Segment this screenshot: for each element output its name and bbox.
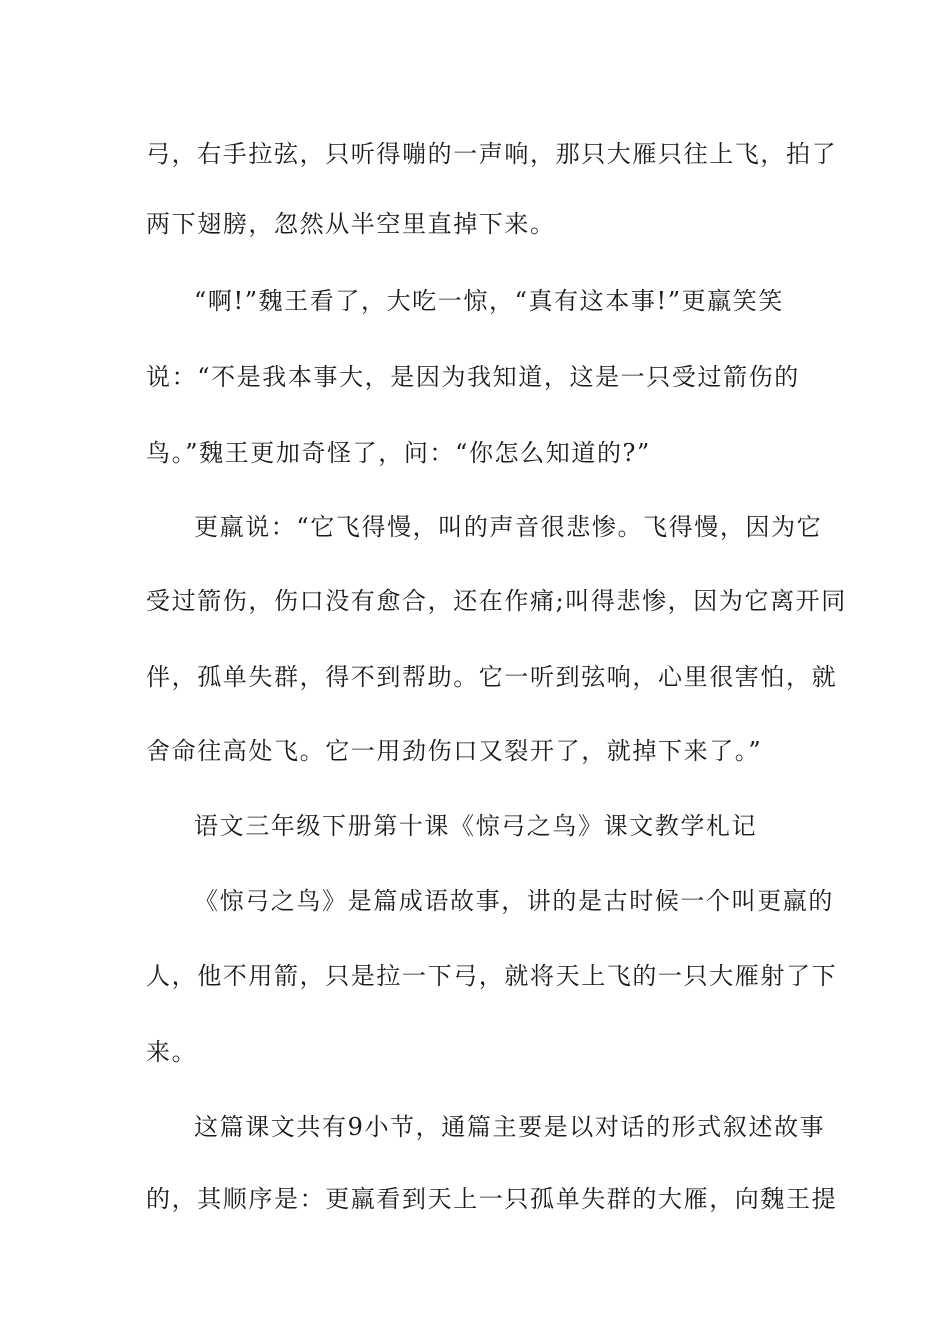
text-line: “啊!”魏王看了，大吃一惊，“真有这本事!”更羸笑笑	[194, 287, 784, 315]
text-line: 的，其顺序是：更羸看到天上一只孤单失群的大雁，向魏王提	[146, 1185, 838, 1213]
text-line: 舍命往高处飞。它一用劲伤口又裂开了，就掉下来了。”	[146, 737, 763, 765]
text-line: 这篇课文共有9小节，通篇主要是以对话的形式叙述故事	[194, 1113, 826, 1141]
text-line: 《惊弓之鸟》是篇成语故事，讲的是古时候一个叫更羸的	[194, 887, 834, 915]
section-heading: 语文三年级下册第十课《惊弓之鸟》课文教学札记	[194, 812, 758, 840]
text-line: 受过箭伤，伤口没有愈合，还在作痛;叫得悲惨，因为它离开同	[146, 587, 847, 615]
text-line: 来。	[146, 1038, 198, 1066]
text-line: 说：“不是我本事大，是因为我知道，这是一只受过箭伤的	[146, 363, 800, 391]
text-line: 鸟。”魏王更加奇怪了，问：“你怎么知道的?”	[146, 439, 651, 467]
text-line: 两下翅膀，忽然从半空里直掉下来。	[146, 210, 556, 238]
text-line: 人，他不用箭，只是拉一下弓，就将天上飞的一只大雁射了下	[146, 962, 838, 990]
text-line: 伴，孤单失群，得不到帮助。它一听到弦响，心里很害怕，就	[146, 663, 838, 691]
text-line: 更羸说：“它飞得慢，叫的声音很悲惨。飞得慢，因为它	[194, 513, 823, 541]
text-line: 弓，右手拉弦，只听得嘣的一声响，那只大雁只往上飞，拍了	[146, 140, 838, 168]
